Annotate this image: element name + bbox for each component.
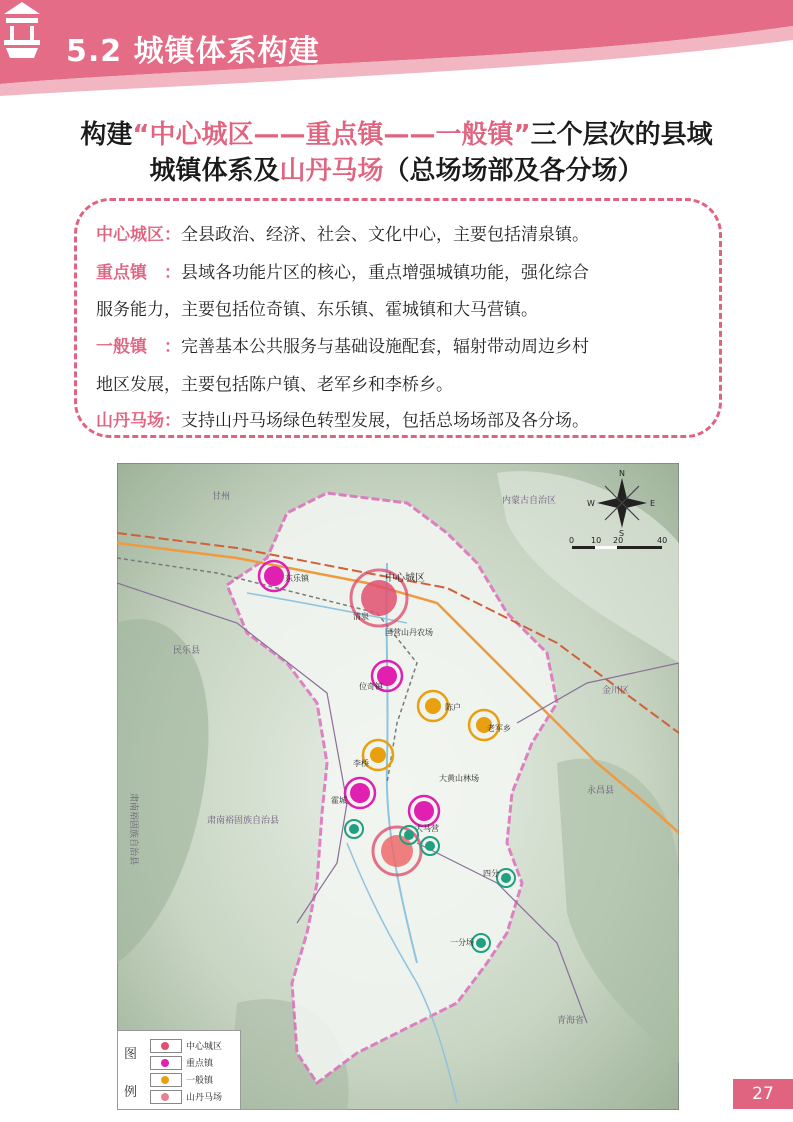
map-legend: 图 例 中心城区 重点镇 一般镇 山丹马场: [117, 1030, 241, 1110]
label-qingquan: 清泉: [353, 612, 369, 621]
region-label-qinghai: 青海省: [557, 1016, 585, 1026]
desc-line: 山丹马场：支持山丹马场绿色转型发展，包括总场场部及各分场。: [96, 411, 589, 431]
section-title: 5.2 城镇体系构建: [66, 34, 320, 69]
compass-w: W: [587, 499, 595, 508]
svg-text:10: 10: [591, 536, 602, 545]
svg-text:一分场: 一分场: [450, 938, 474, 947]
label-forest: 大黄山林场: [439, 774, 479, 783]
compass-e: E: [650, 499, 656, 508]
desc-line: 重点镇 ：县域各功能片区的核心，重点增强城镇功能，强化综合: [96, 263, 589, 283]
svg-text:0: 0: [569, 536, 575, 545]
region-label-yongchang: 永昌县: [587, 786, 615, 796]
desc-line: 服务能力，主要包括位奇镇、东乐镇、霍城镇和大马营镇。: [96, 300, 538, 320]
map-canvas: [117, 463, 679, 1110]
svg-text:老军乡: 老军乡: [487, 724, 511, 733]
desc-line: 地区发展，主要包括陈户镇、老军乡和李桥乡。: [96, 375, 453, 395]
svg-text:位奇镇: 位奇镇: [359, 682, 383, 691]
svg-text:四分: 四分: [483, 869, 499, 878]
compass-n: N: [619, 469, 625, 478]
desc-line: 一般镇 ：完善基本公共服务与基础设施配套，辐射带动周边乡村: [96, 337, 589, 357]
svg-text:李桥: 李桥: [353, 759, 369, 768]
header-banner: [0, 0, 793, 100]
county-map: [117, 463, 679, 1110]
legend-title-a: 图: [124, 1047, 138, 1062]
svg-text:20: 20: [613, 536, 624, 545]
svg-text:霍城: 霍城: [331, 796, 347, 805]
headline-line-2: 城镇体系及山丹马场（总场场部及各分场）: [149, 156, 644, 186]
county-logo-icon: [0, 0, 44, 60]
desc-line: 中心城区：全县政治、经济、社会、文化中心，主要包括清泉镇。: [96, 225, 589, 245]
headline-line-1: 构建“中心城区——重点镇——一般镇”三个层次的县域: [80, 120, 713, 150]
svg-text:40: 40: [657, 536, 668, 545]
svg-text:陈户: 陈户: [445, 703, 461, 712]
region-label-minle: 民乐县: [173, 646, 201, 656]
label-center: 中心城区: [385, 573, 425, 584]
page-number: 27: [733, 1079, 793, 1109]
region-label-gansu: 甘州: [212, 492, 231, 502]
svg-text:大马营: 大马营: [415, 824, 439, 833]
region-label-jinchuan: 金川区: [602, 686, 630, 696]
region-label-mongol: 内蒙古自治区: [502, 496, 557, 506]
label-farm: 国营山丹农场: [385, 628, 433, 637]
svg-text:东乐镇: 东乐镇: [285, 574, 309, 583]
region-label-sunan2: 肃南裕固族自治县: [207, 816, 280, 826]
compass-s: S: [619, 529, 625, 538]
region-label-sunan: 肃南裕固族自治县: [128, 793, 138, 866]
legend-title-b: 例: [124, 1085, 138, 1100]
